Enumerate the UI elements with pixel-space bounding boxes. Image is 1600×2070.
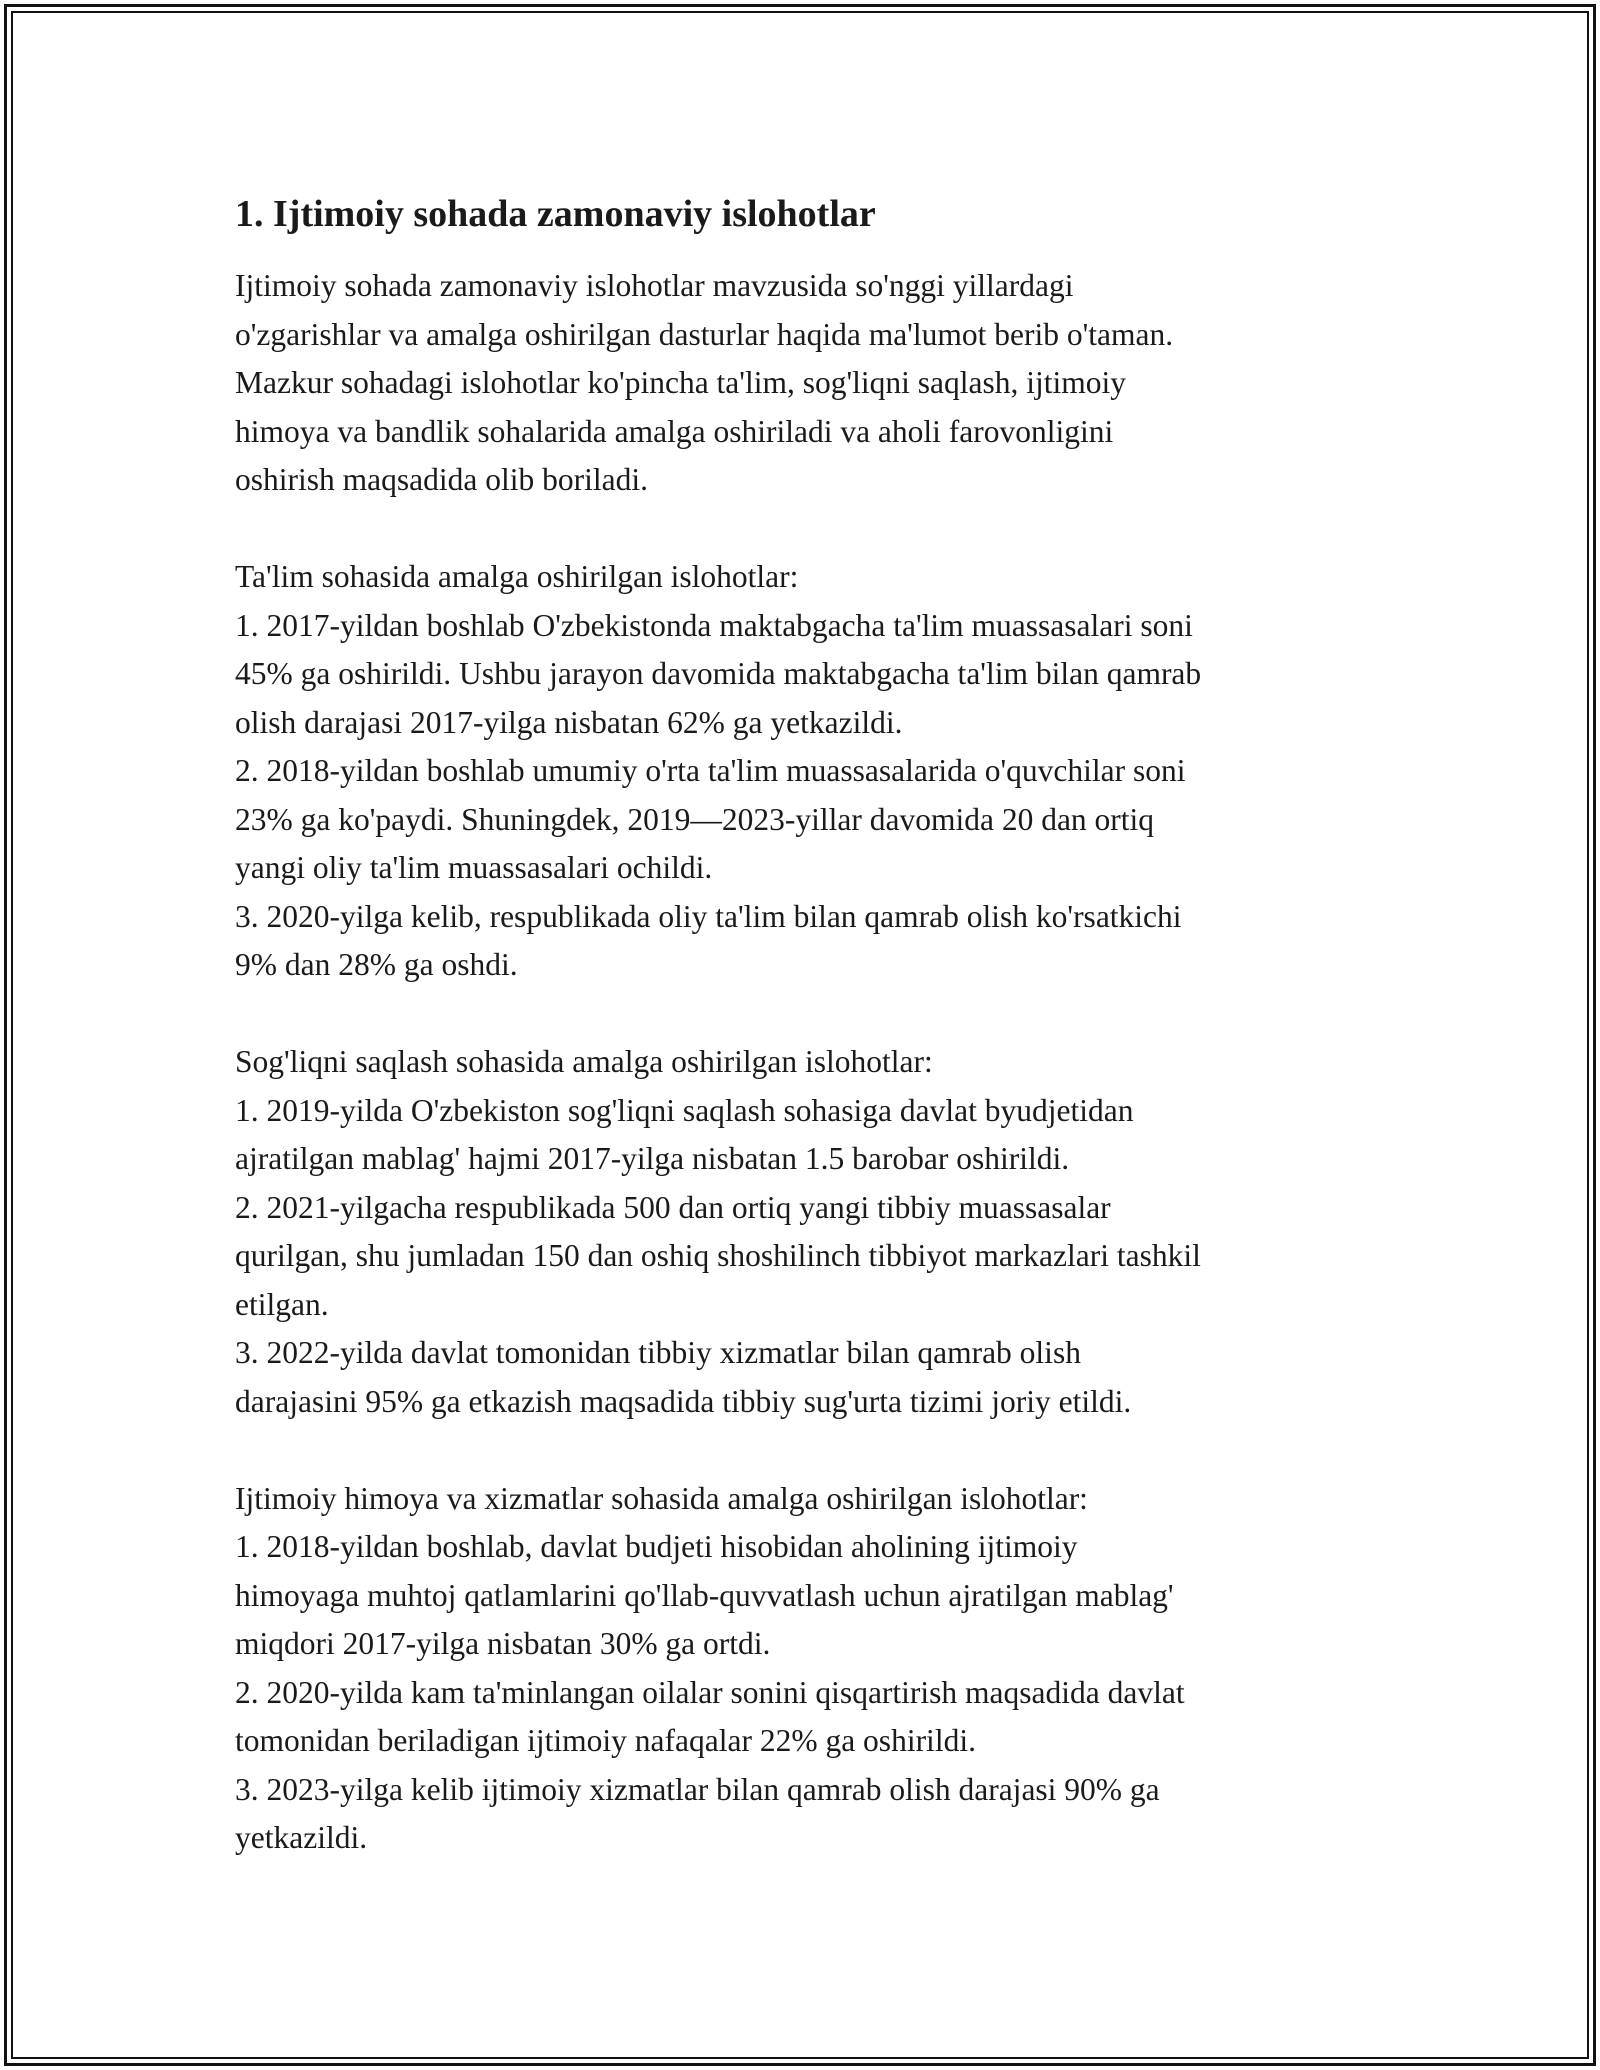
section-heading: Sog'liqni saqlash sohasida amalga oshirilgan islohotlar: [235, 1044, 933, 1079]
text-line: Mazkur sohadagi islohotlar ko'pincha ta'lim, sog'liqni saqlash, ijtimoiy [235, 365, 1127, 400]
paragraph-spacer [235, 990, 1385, 1039]
text-line: 3. 2023-yilga kelib ijtimoiy xizmatlar bilan qamrab olish darajasi 90% ga [235, 1771, 1160, 1807]
text-line: himoyaga muhtoj qatlamlarini qo'llab-quvvatlash uchun ajratilgan mablag' [235, 1577, 1174, 1613]
text-line: 9% dan 28% ga oshdi. [235, 947, 518, 982]
text-line: 2. 2020-yilda kam ta'minlangan oilalar sonini qisqartirish maqsadida davlat [235, 1674, 1185, 1710]
text-line: yetkazildi. [235, 1820, 368, 1855]
text-line: yangi oliy ta'lim muassasalari ochildi. [235, 850, 713, 885]
text-line: 2. 2018-yildan boshlab umumiy o'rta ta'lim muassasalarida o'quvchilar soni [235, 753, 1186, 788]
section-healthcare [235, 1038, 1385, 1426]
text-line: 3. 2020-yilga kelib, respublikada oliy ta'lim bilan qamrab olish ko'rsatkichi [235, 898, 1182, 934]
section-heading: Ijtimoiy himoya va xizmatlar sohasida amalga oshirilgan islohotlar: [235, 1480, 1088, 1516]
text-line: tomonidan beriladigan ijtimoiy nafaqalar 22% ga oshirildi. [235, 1723, 976, 1758]
paragraph-spacer [235, 505, 1385, 554]
text-line: 1. 2018-yildan boshlab, davlat budjeti hisobidan aholining ijtimoiy [235, 1529, 1078, 1564]
text-line: darajasini 95% ga etkazish maqsadida tibbiy sug'urta tizimi joriy etildi. [235, 1383, 1132, 1419]
text-line: 23% ga ko'paydi. Shuningdek, 2019—2023-yillar davomida 20 dan ortiq [235, 801, 1155, 837]
text-line: 1. 2019-yilda O'zbekiston sog'liqni saqlash sohasiga davlat byudjetidan [235, 1092, 1134, 1128]
document-title: 1. Ijtimoiy sohada zamonaviy islohotlar [235, 193, 876, 235]
document-content [235, 186, 1385, 1863]
text-line: 3. 2022-yilda davlat tomonidan tibbiy xizmatlar bilan qamrab olish [235, 1335, 1081, 1370]
text-line: 45% ga oshirildi. Ushbu jarayon davomida maktabgacha ta'lim bilan qamrab [235, 656, 1202, 691]
text-line: oshirish maqsadida olib boriladi. [235, 462, 648, 497]
intro-paragraph [235, 262, 1385, 505]
section-social-protection [235, 1475, 1385, 1863]
text-line: o'zgarishlar va amalga oshirilgan dasturlar haqida ma'lumot berib o'taman. [235, 316, 1174, 352]
text-line: 2. 2021-yilgacha respublikada 500 dan ortiq yangi tibbiy muassasalar [235, 1189, 1111, 1225]
text-line: qurilgan, shu jumladan 150 dan oshiq shoshilinch tibbiyot markazlari tashkil [235, 1238, 1201, 1273]
section-heading: Ta'lim sohasida amalga oshirilgan islohotlar: [235, 559, 799, 594]
text-line: 1. 2017-yildan boshlab O'zbekistonda maktabgacha ta'lim muassasalari soni [235, 607, 1193, 643]
section-education [235, 553, 1385, 990]
paragraph-spacer [235, 1426, 1385, 1475]
text-line: etilgan. [235, 1286, 329, 1322]
text-line: olish darajasi 2017-yilga nisbatan 62% ga yetkazildi. [235, 704, 903, 740]
text-line: miqdori 2017-yilga nisbatan 30% ga ortdi. [235, 1626, 771, 1661]
text-line: ajratilgan mablag' hajmi 2017-yilga nisbatan 1.5 barobar oshirildi. [235, 1141, 1070, 1176]
text-line: Ijtimoiy sohada zamonaviy islohotlar mavzusida so'nggi yillardagi [235, 268, 1074, 303]
text-line: himoya va bandlik sohalarida amalga oshiriladi va aholi farovonligini [235, 413, 1114, 449]
